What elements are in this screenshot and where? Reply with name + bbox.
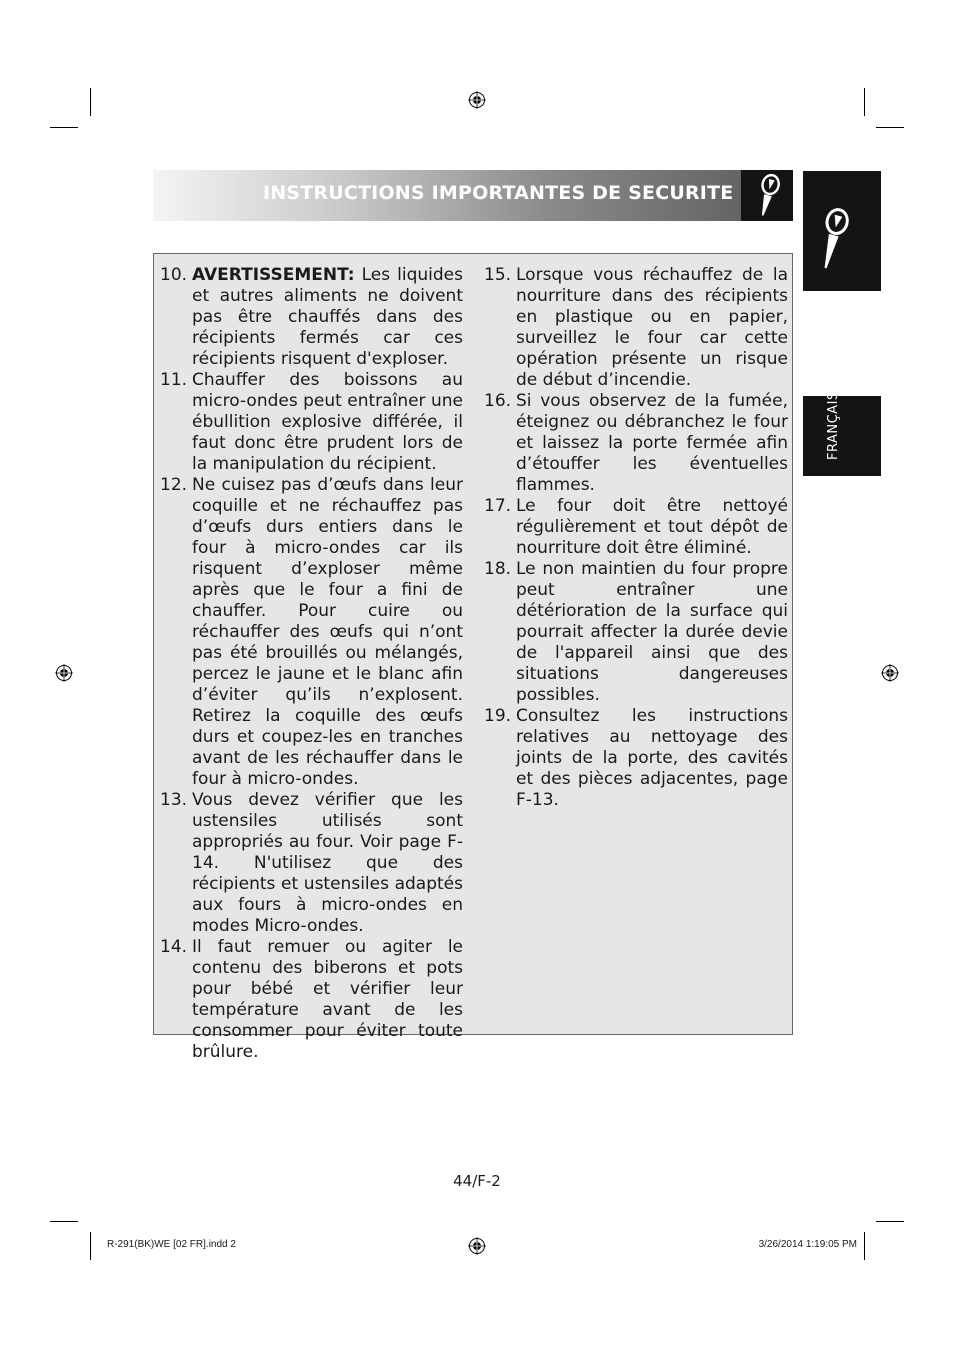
item-number: 12.	[160, 475, 188, 495]
item-number: 17.	[484, 496, 512, 516]
warning-exclamation-icon	[741, 170, 793, 221]
footer-filename: R-291(BK)WE [02 FR].indd 2	[107, 1239, 236, 1250]
crop-mark	[876, 1221, 904, 1222]
crop-mark	[50, 127, 78, 128]
item-number: 16.	[484, 391, 512, 411]
list-item	[484, 559, 788, 706]
list-item	[484, 706, 788, 811]
list-item	[160, 790, 463, 937]
item-text: Ne cuisez pas d’œufs dans leur coquille et ne réchauffez pas d’œufs durs entiers dans le four à micro-ondes car ils risquent d’exploser même après que le four a fini de chauffer. Pour cuire ou réchauffer des œufs qui n’ont pas été brouillés ou mélangés, percez le jaune et le blanc afin d’éviter qu’ils n’explosent. Retirez la coquille des œufs durs et coupez-les en tranches avant de les réchauffer dans le four à micro-ondes.	[192, 475, 463, 789]
warning-label: AVERTISSEMENT:	[192, 265, 355, 285]
item-number: 15.	[484, 265, 512, 285]
page-number: 44/F-2	[453, 1172, 501, 1190]
crop-mark	[50, 1221, 78, 1222]
registration-mark-icon	[468, 91, 486, 109]
item-text: Consultez les instructions relatives au nettoyage des joints de la porte, des cavités et des pièces adjacentes, page F-13.	[516, 706, 788, 810]
list-item	[160, 265, 463, 370]
registration-mark-icon	[881, 664, 899, 682]
list-item	[160, 937, 463, 1063]
list-item	[160, 475, 463, 790]
item-text: Lorsque vous réchauffez de la nourriture dans des récipients en plastique ou en papier, surveillez le four car cette opération présente un risque de début d’incendie.	[516, 265, 788, 390]
crop-mark	[864, 1232, 865, 1260]
warning-exclamation-icon	[803, 171, 881, 291]
item-number: 18.	[484, 559, 512, 579]
language-label: FRANÇAIS	[826, 391, 841, 460]
right-column	[484, 265, 788, 811]
crop-mark	[90, 88, 91, 116]
list-item	[160, 370, 463, 475]
item-text: Les liquides et autres aliments ne doivent pas être chauffés dans des récipients fermés car ces récipients risquent d'exploser.	[192, 265, 463, 369]
left-column	[160, 265, 463, 1063]
list-item	[484, 391, 788, 496]
item-number: 14.	[160, 937, 188, 957]
item-number: 13.	[160, 790, 188, 810]
list-item	[484, 265, 788, 391]
item-number: 19.	[484, 706, 512, 726]
crop-mark	[876, 127, 904, 128]
registration-mark-icon	[55, 664, 73, 682]
item-number: 11.	[160, 370, 188, 390]
section-header	[153, 170, 793, 221]
item-number: 10.	[160, 265, 188, 285]
crop-mark	[90, 1232, 91, 1260]
registration-mark-icon	[468, 1237, 486, 1255]
section-title: INSTRUCTIONS IMPORTANTES DE SECURITE	[263, 182, 734, 204]
list-item	[484, 496, 788, 559]
item-text: Si vous observez de la fumée, éteignez ou débranchez le four et laissez la porte fermée afin d’étouffer les éventuelles flammes.	[516, 391, 788, 495]
header-icon-box	[741, 170, 793, 221]
item-text: Chauffer des boissons au micro-ondes peut entraîner une ébullition explosive différée, il faut donc être prudent lors de la manipulation du récipient.	[192, 370, 463, 474]
item-text: Le non maintien du four propre peut entraîner une détérioration de la surface qui pourrait affecter la durée devie de l'appareil ainsi que des situations dangereuses possibles.	[516, 559, 788, 705]
item-text: Le four doit être nettoyé régulièrement et tout dépôt de nourriture doit être éliminé.	[516, 496, 788, 558]
language-tab	[803, 391, 881, 476]
crop-mark	[864, 88, 865, 116]
footer-timestamp: 3/26/2014 1:19:05 PM	[758, 1239, 857, 1250]
side-warning-box	[803, 171, 881, 291]
item-text: Vous devez vérifier que les ustensiles utilisés sont appropriés au four. Voir page F-14. N'utilisez que des récipients et ustensiles adaptés aux fours à micro-ondes en modes Micro-ondes.	[192, 790, 463, 936]
item-text: Il faut remuer ou agiter le contenu des biberons et pots pour bébé et vérifier leur température avant de les consommer pour éviter toute brûlure.	[192, 937, 463, 1062]
instructions-box	[153, 253, 793, 1062]
